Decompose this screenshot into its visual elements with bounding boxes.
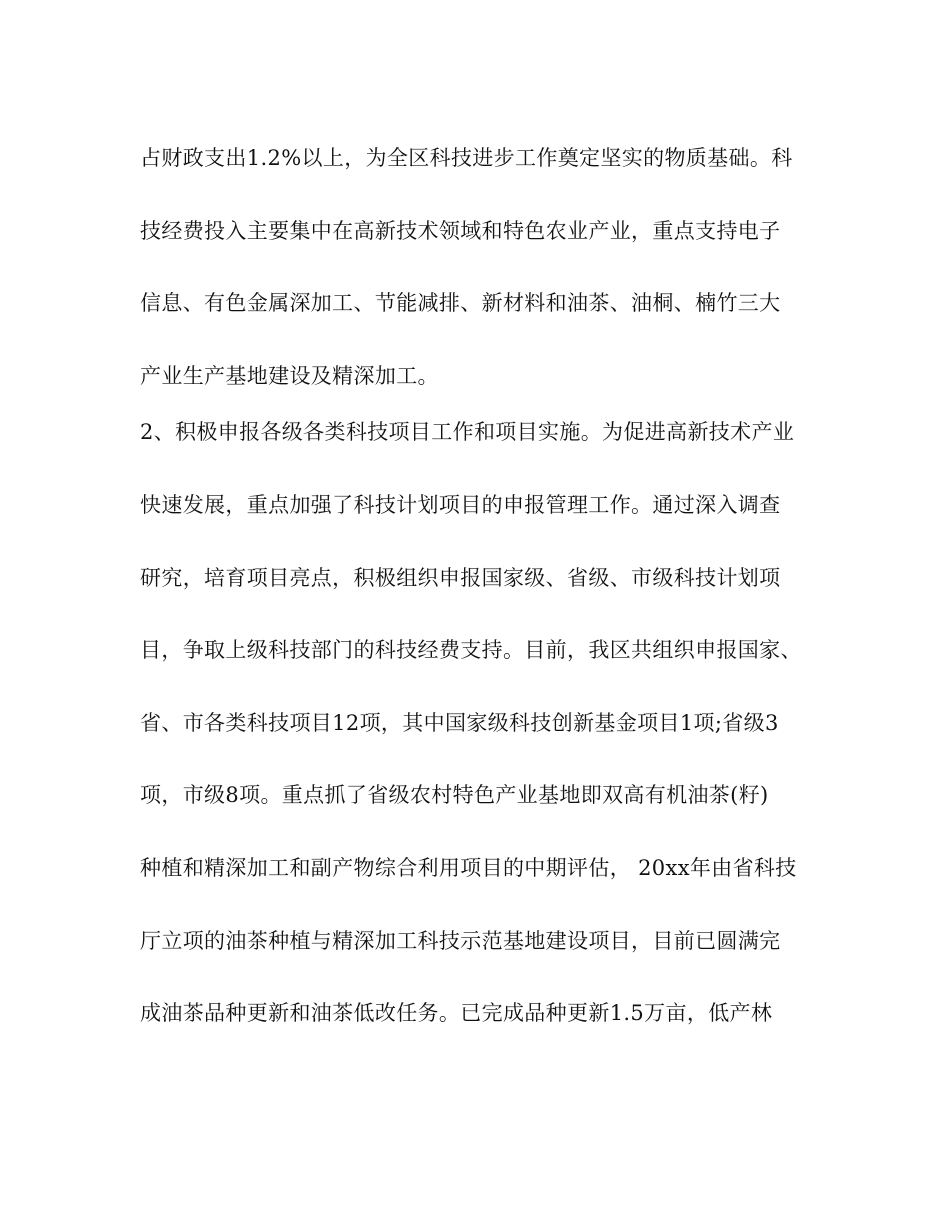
text-line: 产业生产基地建设及精深加工。 xyxy=(140,363,439,388)
text-line: 占财政支出1.2%以上，为全区科技进步工作奠定坚实的物质基础。科 xyxy=(140,146,793,170)
text-line: 成油茶品种更新和油茶低改任务。已完成品种更新1.5万亩，低产林 xyxy=(140,1001,773,1026)
text-line: 2、积极申报各级各类科技项目工作和项目实施。为促进高新技术产业 xyxy=(140,420,795,445)
body-text xyxy=(140,122,820,1050)
text-line: 厅立项的油茶种植与精深加工科技示范基地建设项目，目前已圆满完 xyxy=(140,928,781,953)
text-line: 技经费投入主要集中在高新技术领域和特色农业产业，重点支持电子 xyxy=(140,218,781,243)
text-line: 信息、有色金属深加工、节能减排、新材料和油茶、油桐、楠竹三大 xyxy=(140,291,781,316)
text-line: 省、市各类科技项目12项，其中国家级科技创新基金项目1项;省级3 xyxy=(140,710,779,735)
text-line: 快速发展，重点加强了科技计划项目的申报管理工作。通过深入调查 xyxy=(140,492,781,517)
text-line: 目，争取上级科技部门的科技经费支持。目前，我区共组织申报国家、 xyxy=(140,638,802,663)
text-line: 研究，培育项目亮点，积极组织申报国家级、省级、市级科技计划项 xyxy=(140,565,781,590)
text-line: 项，市级8项。重点抓了省级农村特色产业基地即双高有机油茶(籽) xyxy=(140,783,769,808)
text-line: 种植和精深加工和副产物综合利用项目的中期评估， 20xx年由省科技 xyxy=(140,855,797,880)
